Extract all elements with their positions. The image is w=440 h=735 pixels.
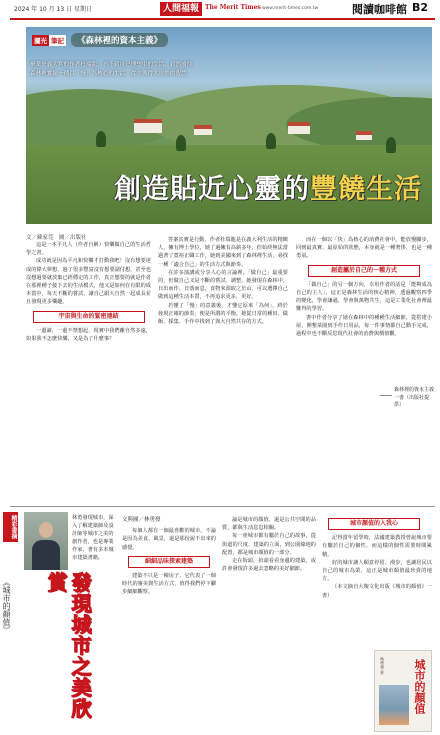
feature-title: 發現城市之美欣賞 xyxy=(44,572,92,719)
paragraph: 每一座城市都有屬於自己的故事，從街道的尺度、建築的立面，到公園綠地的配置，都是城市顏值的一部分。 xyxy=(222,533,316,556)
headline: 創造貼近心靈的豐饒生活 xyxy=(114,174,422,205)
paragraph: 成功就是因為平凡和快樂才打動我吧！沒有想要達成的偉大夢想，過了很多豐富沒有想要副付想，甚至也沒想過要就放棄已經穩定的工作，真正想要的就是作者在那裡種子接下去的生活模式，他又是如何在有限的成本當中，每天不斷的嘗試、讓自己跟大自然一起成長並且發現更多樂趣。 xyxy=(26,258,151,306)
paragraph: 這是一本平凡人（作者自稱）快樂做自己的生活哲學之書。 xyxy=(26,242,151,257)
newspaper-english-name: The Merit Times xyxy=(205,4,261,11)
article-column xyxy=(26,241,151,343)
caption-rule xyxy=(380,395,392,396)
byline: 文與圖／林勇發 xyxy=(122,517,161,523)
paragraph: 論是城市的顏值，還是公共空間的品質，都與生活息息相關。 xyxy=(222,517,316,532)
author-photo xyxy=(24,512,68,570)
article-column xyxy=(222,516,316,573)
byline: 文／蘇家莞 圖／出版社 xyxy=(26,235,87,241)
paragraph: 一邊讀，一邊不禁想起，現實中我們離自然多遠，如果我不怎麼快樂，又是為了什麼事？ xyxy=(26,327,151,343)
masthead xyxy=(0,0,440,28)
tree-icon xyxy=(386,137,396,153)
paragraph: 每個人都有一個最喜歡的城市，不論是因為美食、風景，還是那份說不出來的感覺。 xyxy=(122,528,216,551)
kicker xyxy=(32,33,168,47)
section-divider xyxy=(10,506,435,507)
hero-photo xyxy=(26,27,432,224)
tree-icon xyxy=(176,135,186,151)
house-icon xyxy=(288,122,310,134)
tree-icon xyxy=(96,131,106,147)
cover-title: 城市的顏值 xyxy=(413,659,426,714)
subheading: 創造屬於自己的一種方式 xyxy=(308,265,420,277)
newspaper-logo: 人間福報 xyxy=(160,2,202,16)
issue-date: 2024 年 10 月 13 日 星期日 xyxy=(14,6,92,13)
cover-art xyxy=(379,685,409,725)
article-column xyxy=(322,516,432,600)
section-title: 閱讀咖啡館 xyxy=(352,3,407,16)
website: www.merit-times.com.tw xyxy=(262,6,319,11)
article-column xyxy=(158,236,288,326)
book-cover xyxy=(374,650,432,732)
article-column xyxy=(122,516,216,597)
paragraph: 若懂了「慢」的意義後，才懂它原來「為何」，終於發現正確的節奏，便是所謂的平衡。她從日常的種田、做飯、採集、手作中找到了與大自然共存的方式。 xyxy=(158,302,288,326)
subheading: 細細品味探索建築 xyxy=(128,556,210,568)
house-icon xyxy=(194,125,212,135)
paragraph: 在許多演講或分享人心的言論裡，「做自己」最重要的，但做自己又是不斷的嘗試、調整。她發現在森林中，日出而作、日落而息，食物來源取之於山，可以選擇自己做到這種生活本質，不再追求更多，更好。 xyxy=(158,269,288,301)
kicker-tag: 瀾光 xyxy=(34,36,47,45)
article-column xyxy=(296,236,432,338)
paragraph: 好的城市讓人願意停留、漫步，也讓居民以自己的城市為榮，這正是城市顏值最珍貴的地方。 xyxy=(322,559,432,583)
cover-author: 林勇發 著 xyxy=(380,657,385,675)
subheading: 城市顏值的入我心 xyxy=(328,518,420,530)
section-label: 精彩書摘 xyxy=(3,512,18,542)
paragraph: 書中作者分享了她在森林中的種種生活細節，從搭建小屋、開墾菜園到手作日用品，每一件事情都自己動手完成，過程中也不斷反思現代社會的消費與價值觀。 xyxy=(296,314,432,338)
subheading: 宇宙與生命的緊密連結 xyxy=(33,311,145,323)
masthead-rule xyxy=(10,18,435,20)
photo-caption: 森林裡的資本主義一書（出版社提供） xyxy=(394,387,435,408)
book-title: 《城市的顏值》 xyxy=(2,578,11,634)
paragraph: 走在街頭，抬頭看看身邊的建築，或許會發現許多過去忽略的美好細節。 xyxy=(222,558,316,573)
tree-icon xyxy=(266,133,276,149)
source-note: （本文摘自大塊文化出版《城市的顏值》一書） xyxy=(322,584,432,599)
book-title: 《森林裡的資本主義》 xyxy=(71,33,168,47)
house-icon xyxy=(356,131,372,140)
house-icon xyxy=(134,119,162,133)
page-number: B2 xyxy=(412,1,429,14)
author-bio: 林勇發現城市，深入了解建築師及設計師等城市之美的創作者，也是專業作家，著有多本城市建築書籍。 xyxy=(72,515,114,561)
paragraph: 答案其實是行動，作者杜瑞龍是在義大利生活的精緻人，擁有博士學位，她了過擁有高薪多年，但始終無法當過著了寬裕正職工作，她到美國來到了森林裡生活，尋找一種「適合自己」的生活方式與節奏。 xyxy=(158,237,288,268)
paragraph: 建築不只是一棟房子，它代表了一個時代的審美與生活方式，值得我們停下腳步細細觀察。 xyxy=(122,573,216,596)
kicker-tag: 筆記 xyxy=(51,36,64,45)
paragraph: 記得當年留學時，法國建築教授曾說城市要有屬於自己的個性，而這樣的個性需要時間累積。 xyxy=(322,535,432,558)
paragraph: 「做自己」的另一個方向，幸用作者的話是「能夠成為自己的主人」，這正是森林生活的核心精神，透過觀察四季的變化，學會謙遜，學會與萬物共生，這是工業化社會裡最難得的學習。 xyxy=(296,281,432,313)
paragraph: 而在一個以「快」為核心的消費社會中，能放慢腳步，回到最真實、最原始的狀態，本身就是一種奢侈，也是一種勇氣。 xyxy=(296,237,432,260)
lede: 畢業於義大利的作者杜瑞龍，看不到自己理想中的生活，毅然前往森林裡實驗一種以「慢」為核心的生活，從中獲得大自然的智慧。 xyxy=(30,62,193,77)
